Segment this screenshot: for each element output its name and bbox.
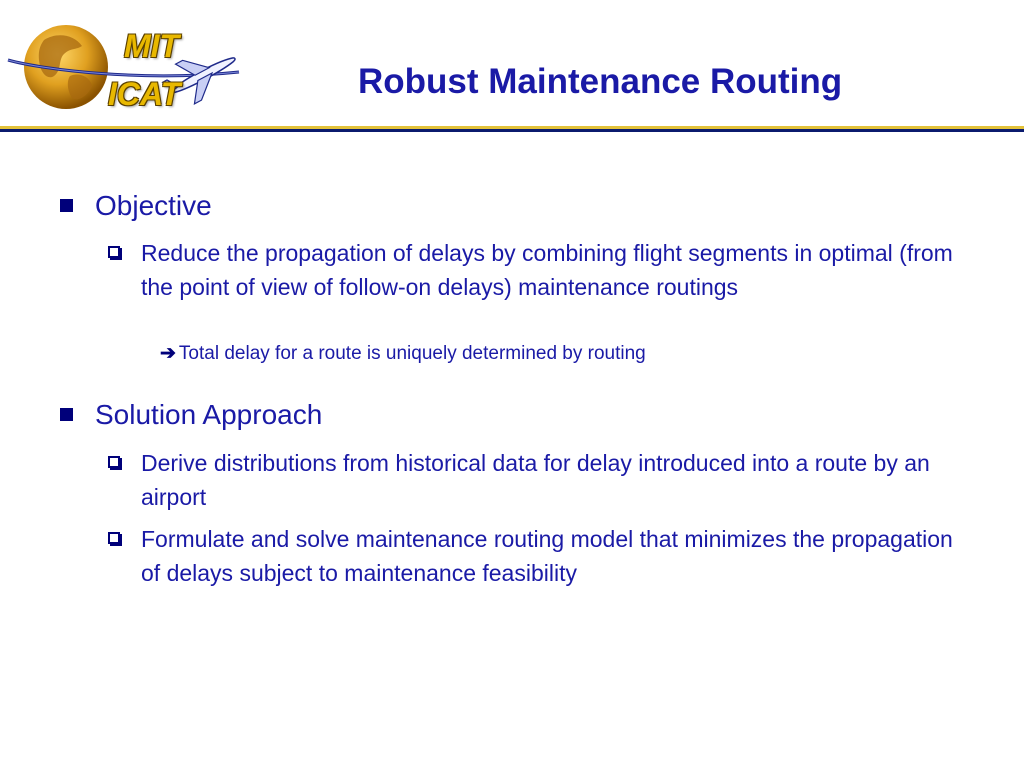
arrow-right-icon: ➔: [160, 343, 176, 364]
checkbox-bullet-icon: [108, 456, 120, 468]
list-item: [108, 446, 978, 514]
square-bullet-icon: [60, 199, 73, 212]
section-heading-objective: [60, 188, 212, 223]
list-item-text: Derive distributions from historical data for delay introduced into a route by an airport: [141, 450, 930, 510]
logo-icat-text: ICAT: [108, 76, 181, 112]
square-bullet-icon: [60, 408, 73, 421]
list-item-text: Formulate and solve maintenance routing model that minimizes the propagation of delays subject to maintenance feasibility: [141, 526, 953, 586]
title-divider-navy: [0, 129, 1024, 132]
section-heading-text: Solution Approach: [95, 399, 323, 430]
checkbox-bullet-icon: [108, 532, 120, 544]
sub-list-item-text: Total delay for a route is uniquely determined by routing: [178, 343, 646, 364]
slide-title: Robust Maintenance Routing: [358, 62, 843, 101]
checkbox-bullet-icon: [108, 246, 120, 258]
sub-list-item: [160, 343, 646, 366]
list-item: [108, 236, 978, 304]
list-item-text: Reduce the propagation of delays by combining flight segments in optimal (from the point of view of follow-on delays) maintenance routings: [141, 240, 953, 300]
logo-mit-text: MIT: [124, 28, 180, 64]
list-item: [108, 522, 978, 590]
section-heading-solution-approach: [60, 397, 322, 432]
mit-icat-logo: [4, 20, 284, 120]
section-heading-text: Objective: [95, 190, 212, 221]
